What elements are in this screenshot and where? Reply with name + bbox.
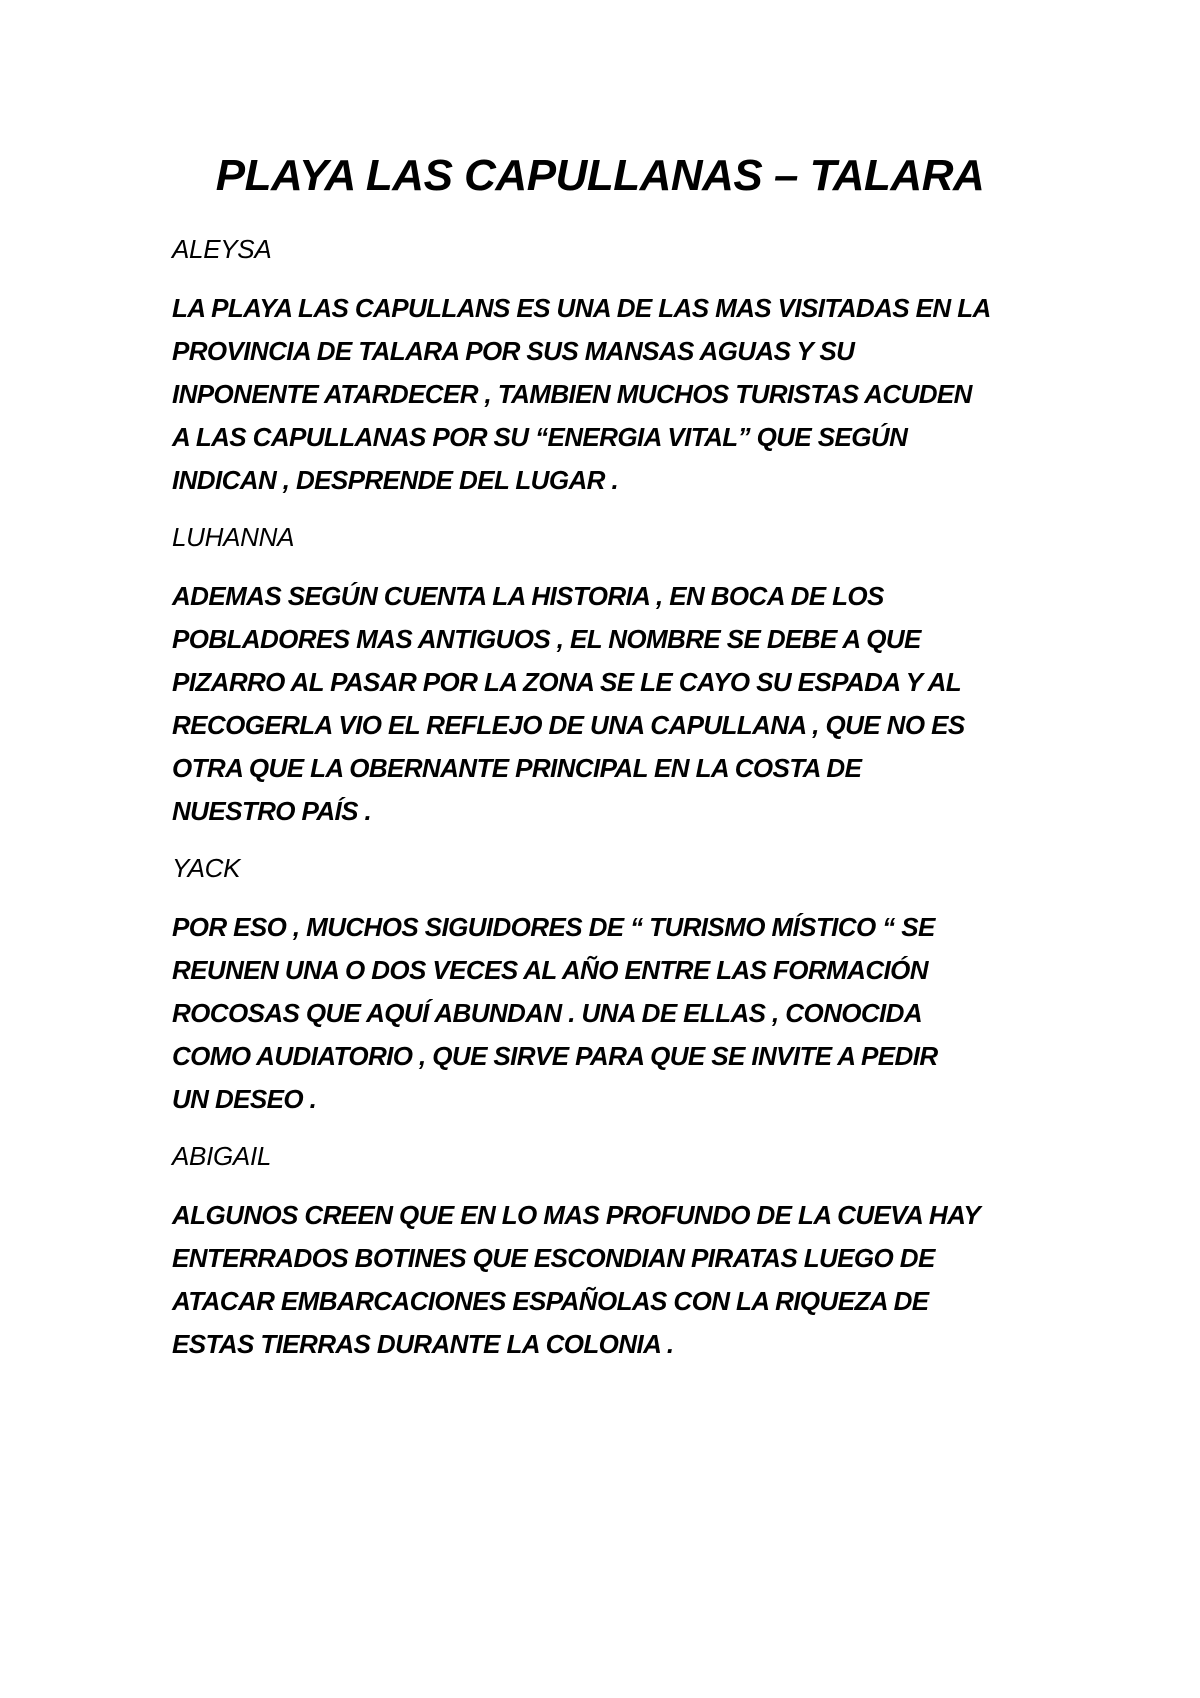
text-line: POBLADORES MAS ANTIGUOS , EL NOMBRE SE DEBE A QUE	[172, 624, 921, 654]
text-line: RECOGERLA VIO EL REFLEJO DE UNA CAPULLANA , QUE NO ES	[172, 710, 965, 740]
text-line: REUNEN UNA O DOS VECES AL AÑO ENTRE LAS FORMACIÓN	[172, 955, 928, 985]
text-line: ESTAS TIERRAS DURANTE LA COLONIA .	[172, 1329, 674, 1359]
text-line: COMO AUDIATORIO , QUE SIRVE PARA QUE SE INVITE A PEDIR	[172, 1041, 938, 1071]
paragraph	[172, 1194, 1052, 1366]
text-line: POR ESO , MUCHOS SIGUIDORES DE “ TURISMO MÍSTICO “ SE	[172, 912, 935, 942]
text-line: ALGUNOS CREEN QUE EN LO MAS PROFUNDO DE LA CUEVA HAY	[172, 1200, 981, 1230]
speaker-name: ABIGAIL	[172, 1141, 272, 1171]
text-line: LA PLAYA LAS CAPULLANS ES UNA DE LAS MAS VISITADAS EN LA	[172, 293, 991, 323]
text-line: ATACAR EMBARCACIONES ESPAÑOLAS CON LA RIQUEZA DE	[172, 1286, 929, 1316]
speaker-name: LUHANNA	[172, 522, 295, 552]
speaker-name: YACK	[172, 853, 241, 883]
text-line: INDICAN , DESPRENDE DEL LUGAR .	[172, 465, 619, 495]
text-line: NUESTRO PAÍS .	[172, 796, 372, 826]
text-line: OTRA QUE LA OBERNANTE PRINCIPAL EN LA COSTA DE	[172, 753, 862, 783]
text-line: ROCOSAS QUE AQUÍ ABUNDAN . UNA DE ELLAS , CONOCIDA	[172, 998, 923, 1028]
text-line: UN DESEO .	[172, 1084, 317, 1114]
speaker-name: ALEYSA	[172, 234, 272, 264]
paragraph	[172, 906, 1052, 1121]
text-line: PIZARRO AL PASAR POR LA ZONA SE LE CAYO SU ESPADA Y AL	[172, 667, 962, 697]
text-line: ADEMAS SEGÚN CUENTA LA HISTORIA , EN BOCA DE LOS	[172, 581, 884, 611]
text-line: ENTERRADOS BOTINES QUE ESCONDIAN PIRATAS LUEGO DE	[172, 1243, 935, 1273]
text-line: INPONENTE ATARDECER , TAMBIEN MUCHOS TURISTAS ACUDEN	[172, 379, 972, 409]
text-line: A LAS CAPULLANAS POR SU “ENERGIA VITAL” QUE SEGÚN	[172, 422, 908, 452]
paragraph	[172, 287, 1052, 502]
text-line: PROVINCIA DE TALARA POR SUS MANSAS AGUAS Y SU	[172, 336, 855, 366]
page-title: PLAYA LAS CAPULLANAS – TALARA	[215, 151, 985, 200]
document-body	[172, 232, 1052, 1384]
paragraph	[172, 575, 1052, 833]
